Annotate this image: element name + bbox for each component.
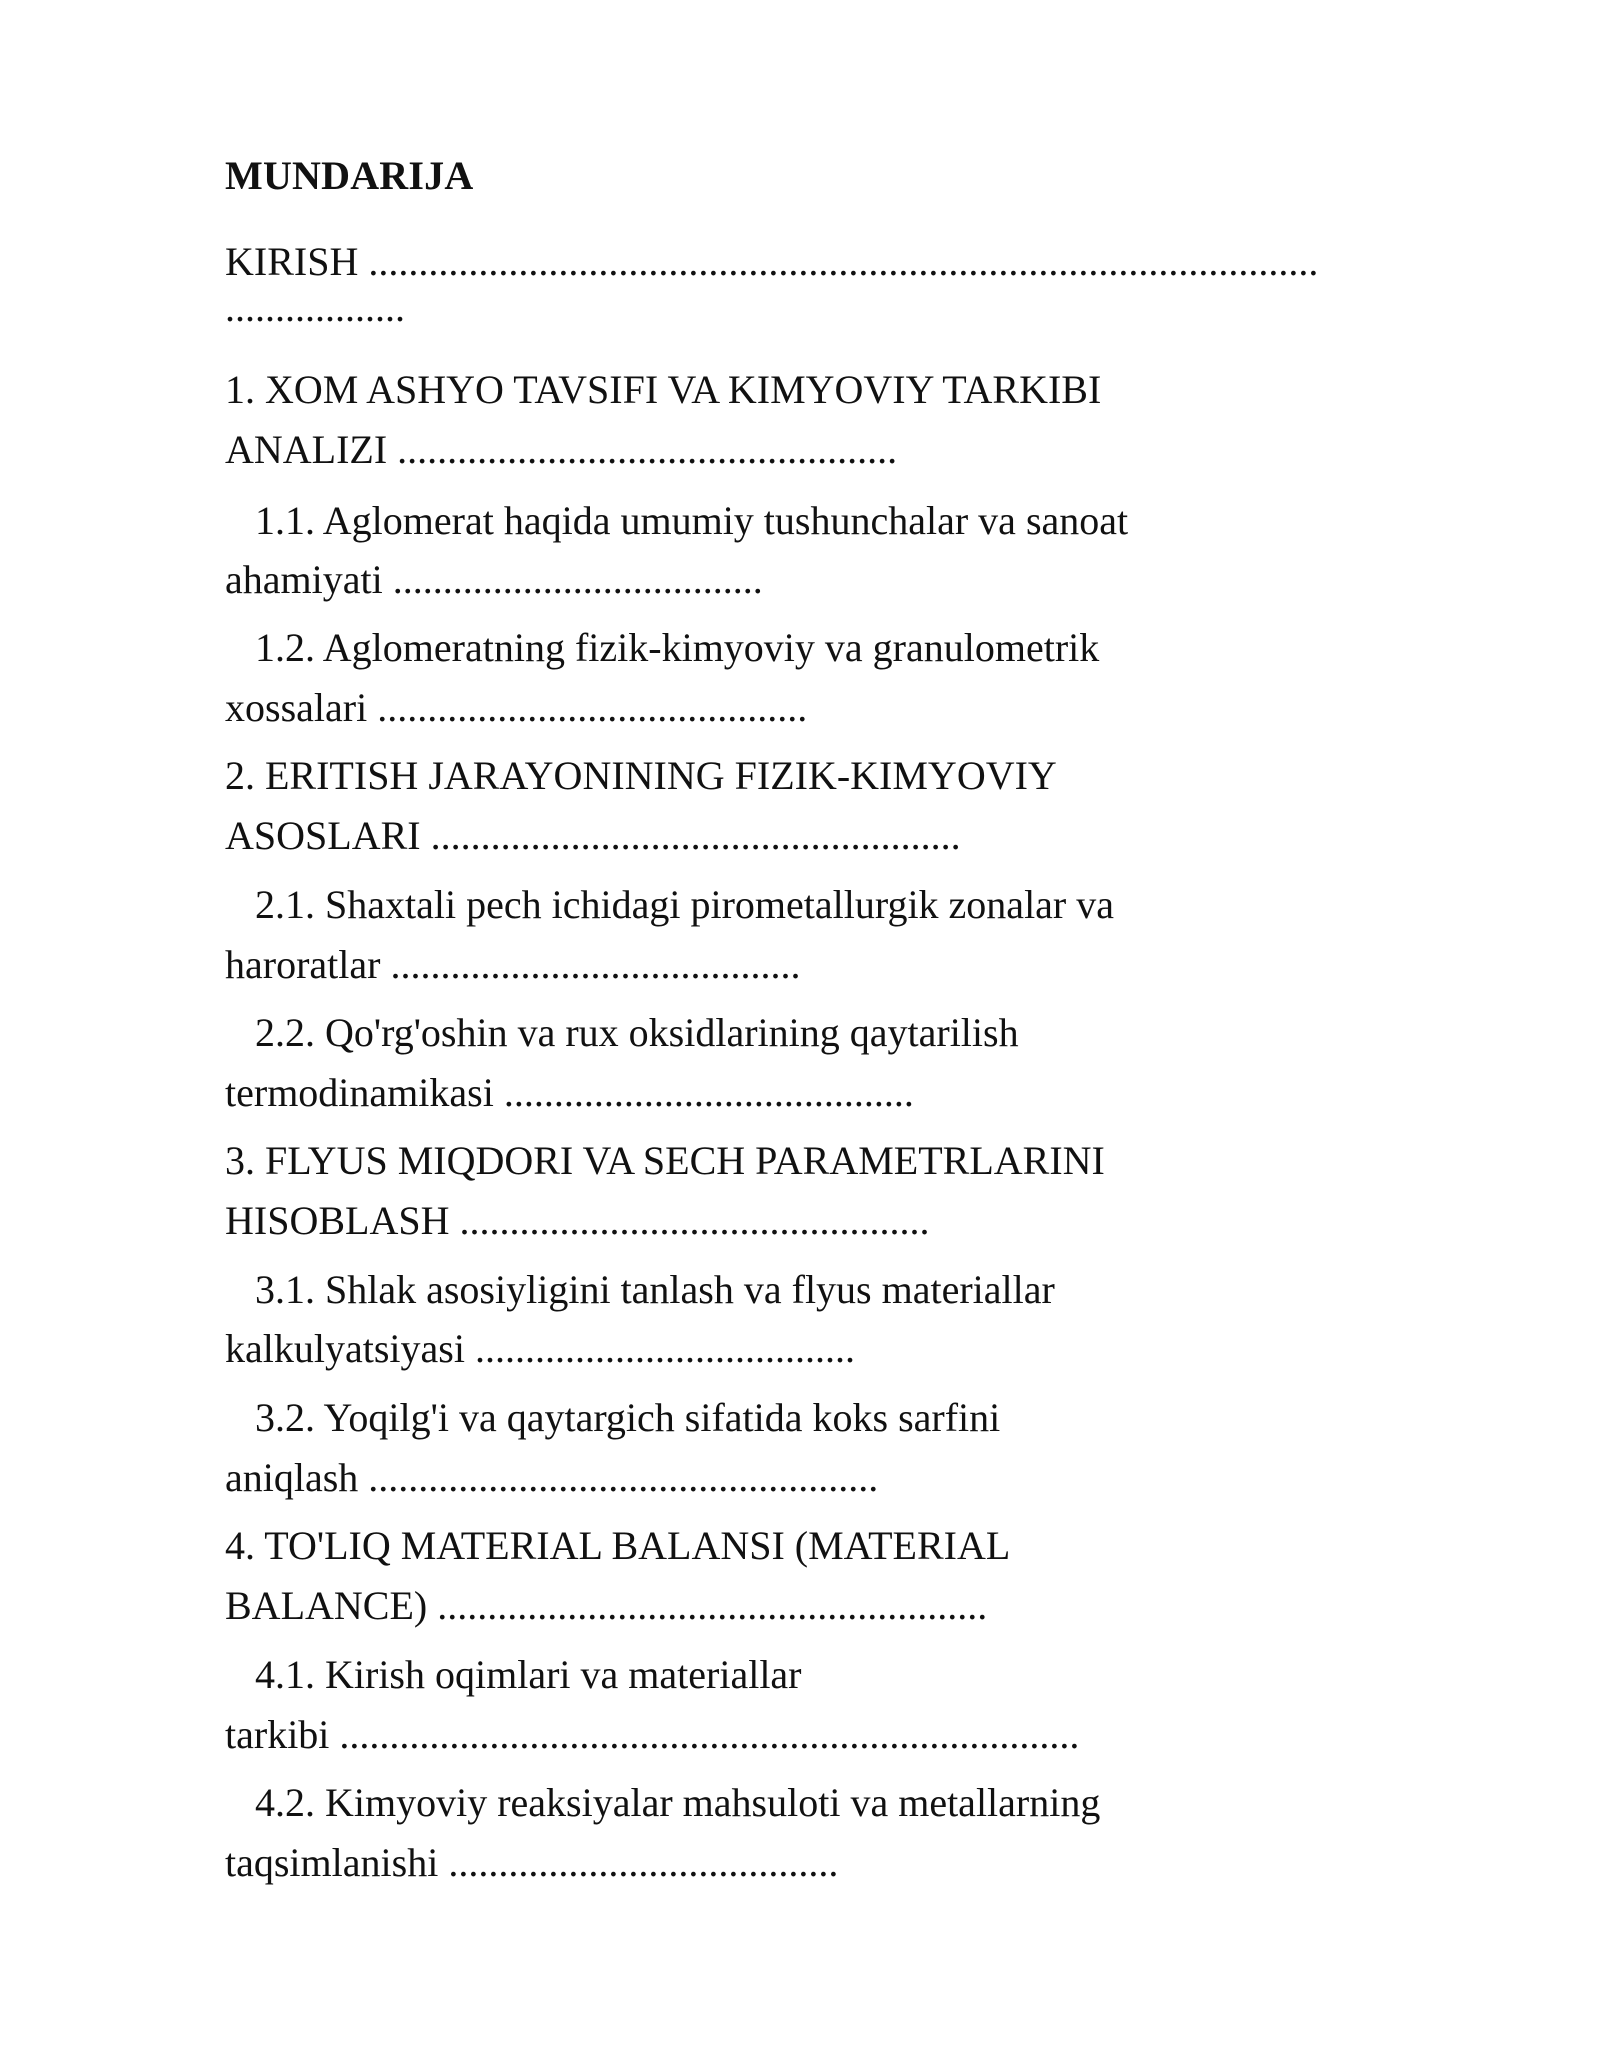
toc-line-4-2-cont: taqsimlanishi ....................................... bbox=[225, 1840, 839, 1885]
toc-line-1-1: 1.1. Aglomerat haqida umumiy tushunchalar va sanoat bbox=[255, 498, 1129, 543]
toc-line-1-2-cont: xossalari ........................................... bbox=[225, 685, 808, 730]
toc-line-section-4: 4. TO'LIQ MATERIAL BALANSI (MATERIAL bbox=[225, 1523, 1011, 1568]
toc-line-section-1: 1. XOM ASHYO TAVSIFI VA KIMYOVIY TARKIBI bbox=[225, 367, 1102, 412]
toc-line-3-1: 3.1. Shlak asosiyligini tanlash va flyus materiallar bbox=[255, 1267, 1055, 1312]
toc-line-4-1: 4.1. Kirish oqimlari va materiallar bbox=[255, 1652, 802, 1697]
toc-line-kirish: KIRISH ............................................................................................... bbox=[225, 239, 1319, 284]
toc-line-section-4-cont: BALANCE) ....................................................... bbox=[225, 1583, 988, 1628]
toc-line-kirish-cont: .................. bbox=[225, 285, 405, 330]
toc-line-4-2: 4.2. Kimyoviy reaksiyalar mahsuloti va metallarning bbox=[255, 1780, 1101, 1825]
toc-line-section-3-cont: HISOBLASH ............................................... bbox=[225, 1198, 930, 1243]
toc-line-1-1-cont: ahamiyati ..................................... bbox=[225, 557, 763, 602]
toc-line-section-3: 3. FLYUS MIQDORI VA SECH PARAMETRLARINI bbox=[225, 1138, 1105, 1183]
toc-heading: MUNDARIJA bbox=[225, 153, 474, 198]
toc-line-2-2: 2.2. Qo'rg'oshin va rux oksidlarining qaytarilish bbox=[255, 1010, 1019, 1055]
toc-line-4-1-cont: tarkibi .......................................................................... bbox=[225, 1712, 1080, 1757]
toc-line-2-1: 2.1. Shaxtali pech ichidagi pirometallurgik zonalar va bbox=[255, 882, 1115, 927]
toc-line-2-2-cont: termodinamikasi ......................................... bbox=[225, 1070, 914, 1115]
toc-line-3-2: 3.2. Yoqilg'i va qaytargich sifatida koks sarfini bbox=[255, 1395, 1001, 1440]
toc-line-3-1-cont: kalkulyatsiyasi ...................................... bbox=[225, 1326, 855, 1371]
toc-line-section-2: 2. ERITISH JARAYONINING FIZIK-KIMYOVIY bbox=[225, 753, 1057, 798]
toc-line-1-2: 1.2. Aglomeratning fizik-kimyoviy va granulometrik bbox=[255, 625, 1100, 670]
toc-line-section-1-cont: ANALIZI .................................................. bbox=[225, 427, 898, 472]
toc-line-2-1-cont: haroratlar ......................................... bbox=[225, 942, 801, 987]
toc-line-section-2-cont: ASOSLARI ..................................................... bbox=[225, 813, 961, 858]
toc-line-3-2-cont: aniqlash ................................................... bbox=[225, 1455, 879, 1500]
